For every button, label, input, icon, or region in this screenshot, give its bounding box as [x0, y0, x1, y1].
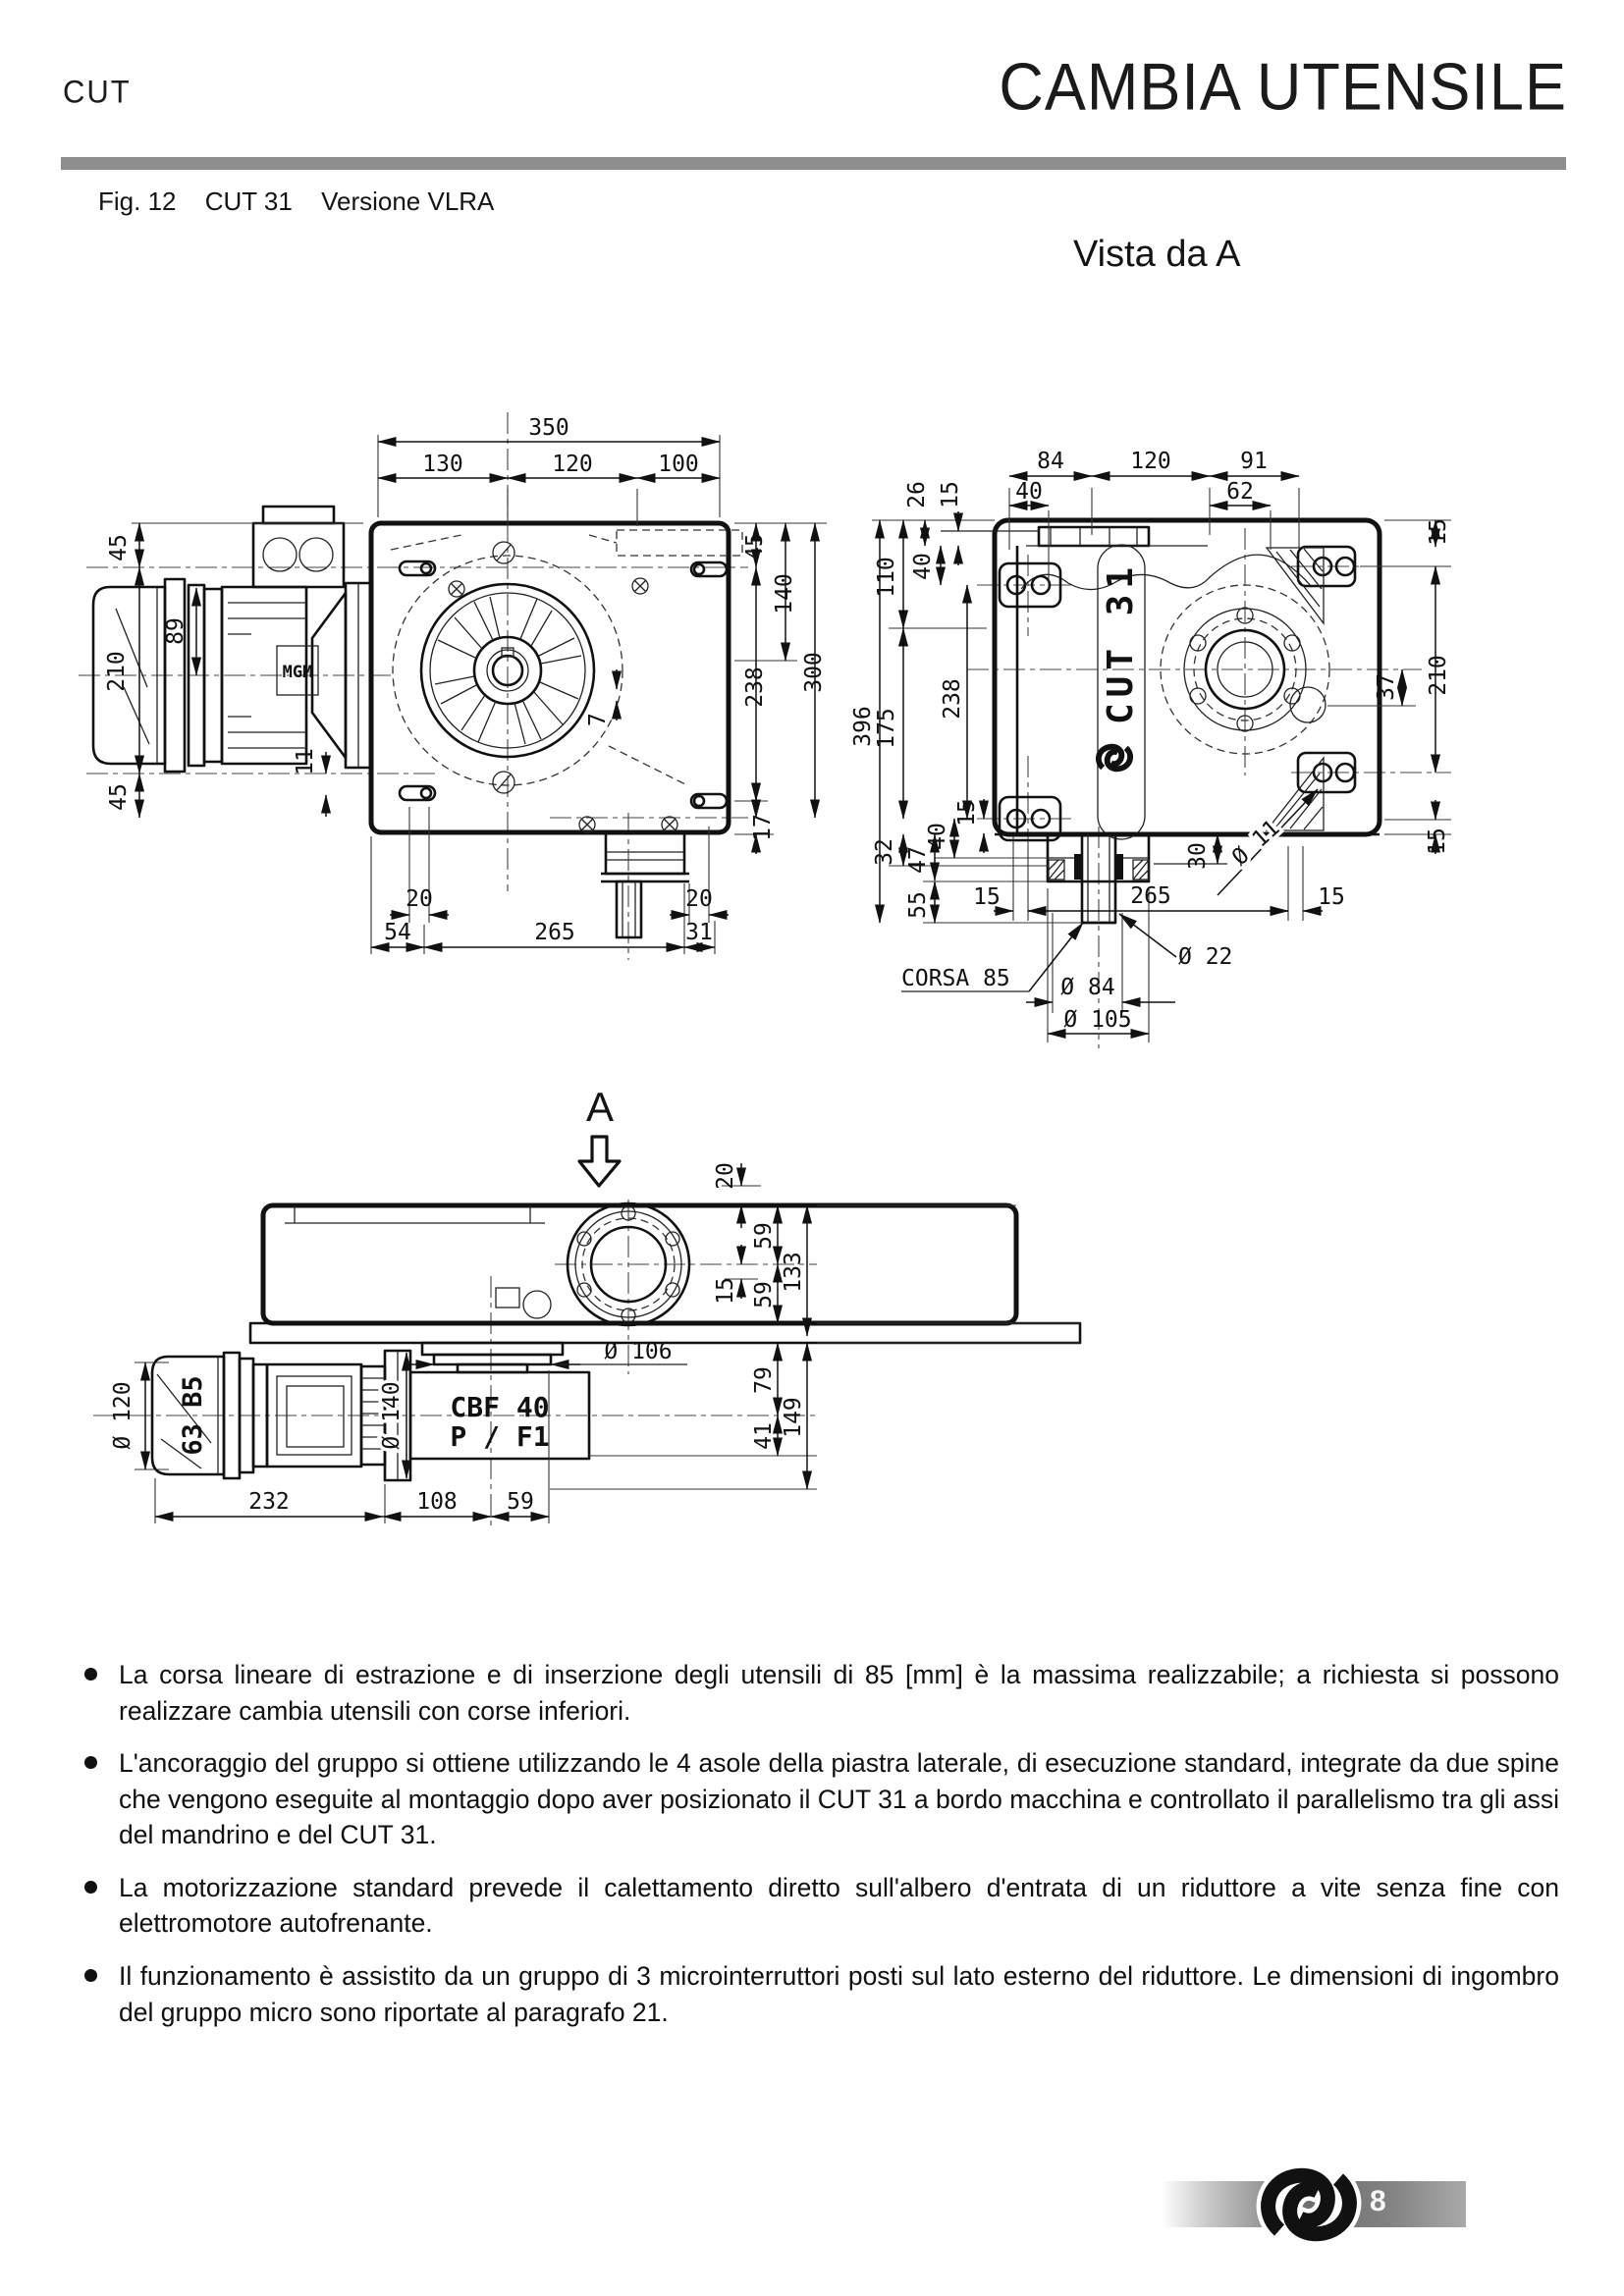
figure-model: CUT 31	[204, 187, 293, 216]
dim-label: 84	[1037, 449, 1064, 474]
dim-label: 265	[534, 920, 575, 945]
dim-label: 120	[552, 452, 593, 477]
dim-label: Ø 11	[1227, 815, 1285, 871]
dim-label: 31	[685, 920, 713, 945]
dim-label: 40	[910, 553, 936, 580]
note-text: L'ancoraggio del gruppo si ottiene utilizzando le 4 asole della piastra laterale, di esecuzione standard, integrate da due spine che vengono eseguite al montaggio dopo aver posizionato il CUT 31 a bordo macchina e controllato il parallelismo tra gli assi del mandrino e del CUT 31.	[119, 1748, 1559, 1850]
dim-label: Ø 84	[1060, 975, 1115, 1000]
dim-label: 149	[781, 1397, 806, 1438]
dim-label: 40	[925, 823, 950, 850]
dim-label: 175	[874, 708, 899, 749]
dim-label: Ø 105	[1063, 1007, 1132, 1033]
dim-label: 210	[104, 651, 130, 692]
vista-a-drawing	[850, 449, 1451, 1048]
dim-label: 45	[106, 783, 132, 811]
dim-label: 15	[938, 481, 963, 508]
figure-version: Versione VLRA	[321, 187, 495, 216]
bullet-icon	[84, 1969, 97, 1982]
dim-label: 238	[940, 678, 965, 720]
dim-label: 7	[585, 713, 611, 726]
dim-label: 32	[872, 838, 897, 866]
view-a-arrow-icon	[579, 1084, 620, 1186]
dim-label: 59	[751, 1222, 777, 1250]
bullet-icon	[84, 1881, 97, 1894]
dim-label: 45	[106, 534, 132, 561]
dim-label: 45	[742, 533, 768, 561]
dim-label: 265	[1130, 883, 1171, 909]
dim-label: 140	[772, 573, 797, 614]
dim-label: 100	[658, 452, 699, 477]
dim-label: Ø 106	[604, 1339, 673, 1364]
motor-logo-label: MGM	[282, 663, 313, 682]
dim-label: 20	[685, 886, 713, 912]
note-item	[84, 1958, 1559, 2030]
brand-logo-icon	[1245, 2154, 1373, 2252]
gearbox-label: CBF 40	[450, 1391, 550, 1423]
note-item	[84, 1745, 1559, 1853]
dim-label: 238	[742, 667, 768, 708]
note-text: La corsa lineare di estrazione e di inserzione degli utensili di 85 [mm] è la massima realizzabile; a richiesta si possono realizzare cambia utensili con corse inferiori.	[119, 1660, 1559, 1726]
note-item	[84, 1870, 1559, 1942]
vista-a-title: Vista da A	[1073, 234, 1241, 275]
dim-label: 41	[751, 1422, 777, 1450]
dim-label: 300	[801, 652, 827, 693]
dim-label: 59	[751, 1281, 777, 1308]
body-model-label: CUT 31	[1101, 561, 1141, 725]
side-view-drawing	[79, 412, 827, 960]
dim-label: 210	[1426, 655, 1451, 696]
dim-label: 396	[850, 706, 876, 747]
dim-label: 20	[406, 886, 433, 912]
note-text: Il funzionamento è assistito da un gruppo di 3 microinterruttori posti sul lato esterno del riduttore. Le dimensioni di ingombro del gruppo micro sono riportate al paragrafo 21.	[119, 1960, 1559, 2027]
dim-label: 40	[1015, 479, 1043, 505]
dim-label: 15	[1426, 518, 1451, 546]
dim-label: 350	[528, 415, 569, 441]
dim-label: 15	[1425, 828, 1450, 855]
dim-label: 62	[1226, 479, 1254, 505]
dim-label: 110	[874, 557, 899, 598]
page-number: 8	[1370, 2185, 1386, 2217]
bottom-view-drawing	[93, 1162, 1080, 1527]
motor-frame-label: 63 B5	[178, 1375, 208, 1456]
dim-label: 232	[248, 1489, 290, 1515]
dim-label: 37	[1374, 673, 1399, 701]
view-a-label: A	[585, 1084, 615, 1130]
dim-label: 59	[507, 1489, 534, 1515]
dim-label: 55	[905, 891, 931, 919]
corsa-label: CORSA 85	[901, 966, 1010, 991]
bullet-icon	[84, 1756, 97, 1769]
dim-label: 54	[384, 920, 411, 945]
dim-label: 15	[954, 799, 980, 827]
dim-label: Ø 140	[379, 1381, 405, 1450]
dim-label: 15	[713, 1277, 738, 1305]
dim-label: Ø 120	[110, 1381, 135, 1450]
dim-label: 130	[422, 452, 463, 477]
dim-label: Ø 22	[1178, 944, 1233, 970]
note-item	[84, 1657, 1559, 1729]
dim-label: 30	[1185, 842, 1211, 870]
bullet-icon	[84, 1668, 97, 1681]
dim-label: 108	[416, 1489, 458, 1515]
dim-label: 79	[751, 1366, 777, 1394]
brand-logo-icon	[1099, 747, 1130, 769]
dim-label: 91	[1240, 449, 1268, 474]
dim-label: 89	[163, 617, 189, 645]
note-text: La motorizzazione standard prevede il calettamento diretto sull'albero d'entrata di un riduttore a vite senza fine con elettromotore autofrenante.	[119, 1872, 1559, 1939]
gearbox-label: P / F1	[450, 1420, 550, 1453]
dim-label: 15	[973, 884, 1001, 910]
dim-label: 17	[750, 814, 776, 841]
dim-label: 120	[1130, 449, 1171, 474]
dim-label: 15	[1318, 884, 1345, 910]
header-product-line: CUT	[63, 74, 132, 110]
dim-label: 133	[781, 1252, 806, 1293]
dim-label: 26	[904, 481, 930, 508]
notes-list	[84, 1657, 1559, 2047]
page-title: CAMBIA UTENSILE	[999, 50, 1567, 125]
dim-label: 11	[293, 748, 318, 775]
figure-number: Fig. 12	[98, 187, 177, 216]
dim-label: 47	[905, 846, 931, 874]
dim-label: 20	[713, 1162, 738, 1190]
